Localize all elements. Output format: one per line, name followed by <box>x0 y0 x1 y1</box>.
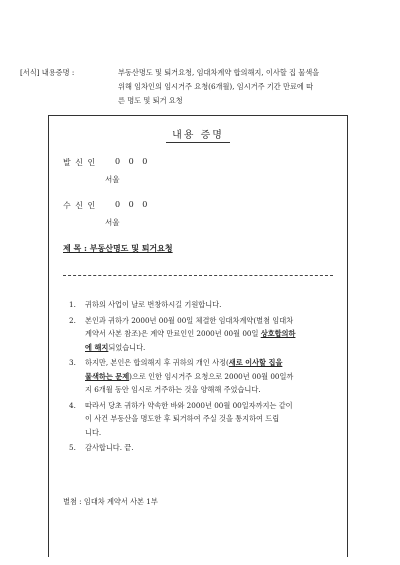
header-line: 른 명도 및 퇴거 요청 <box>118 96 183 105</box>
header-line: 부동산명도 및 퇴거요청, 임대차계약 합의해지, 이사할 집 물색을 <box>118 68 320 77</box>
list-item: 5. 감사합니다. 끝. <box>69 443 134 452</box>
certification-box <box>48 115 348 557</box>
document-title: 내용 증명 <box>49 126 347 143</box>
list-item: 3. 하지만, 본인은 합의해지 후 귀하의 개인 사정(새로 이사할 집을 물색하는 문제)으로 인한 임시거주 요청으로 2000년 00월 00일까 지 6개월 동안 임시로 거주하는 것을 양해해 주었습니다. <box>69 358 294 394</box>
enclosure-note: 별첨 : 임대차 계약서 사본 1부 <box>63 497 158 506</box>
recipient-name: 0 0 0 <box>115 200 151 209</box>
recipient-label: 수 신 인 <box>63 201 97 210</box>
emphasis: 물색하는 문제 <box>85 371 130 381</box>
subject-line: 제 목 : 부동산명도 및 퇴거요청 <box>63 243 173 253</box>
list-item: 1. 귀하의 사업이 날로 번창하시길 기원합니다. <box>69 300 222 309</box>
list-item: 2. 본인과 귀하가 2000년 00월 00일 체결한 임대차계약(별첨 임대차 계약서 사본 참조)은 계약 만료인인 2000년 00월 00일 상호합의하 에 해지되었습니다. <box>69 315 296 352</box>
emphasis: 새로 이사할 집을 <box>228 358 283 367</box>
dashed-divider <box>63 275 333 276</box>
form-tag: [서식] 내용증명 : <box>20 68 75 77</box>
sender-address: 서울 <box>105 175 120 184</box>
body-list <box>63 298 335 457</box>
list-item: 4. 따라서 당초 귀하가 약속한 바와 2000년 00월 00일자까지는 같이 이 사건 부동산을 명도한 후 퇴거하여 주실 것을 통지하여 드립 니다. <box>69 400 293 437</box>
document-header <box>20 66 360 108</box>
header-line: 위해 임차인의 임시거주 요청(6개월), 임시거주 기간 만료에 따 <box>118 82 314 91</box>
emphasis: 상호합의하 <box>260 329 296 338</box>
recipient-address: 서울 <box>105 218 120 227</box>
sender-label: 발 신 인 <box>63 158 97 167</box>
sender-name: 0 0 0 <box>115 157 151 166</box>
emphasis: 에 해지 <box>85 342 109 352</box>
header-description <box>118 66 360 108</box>
